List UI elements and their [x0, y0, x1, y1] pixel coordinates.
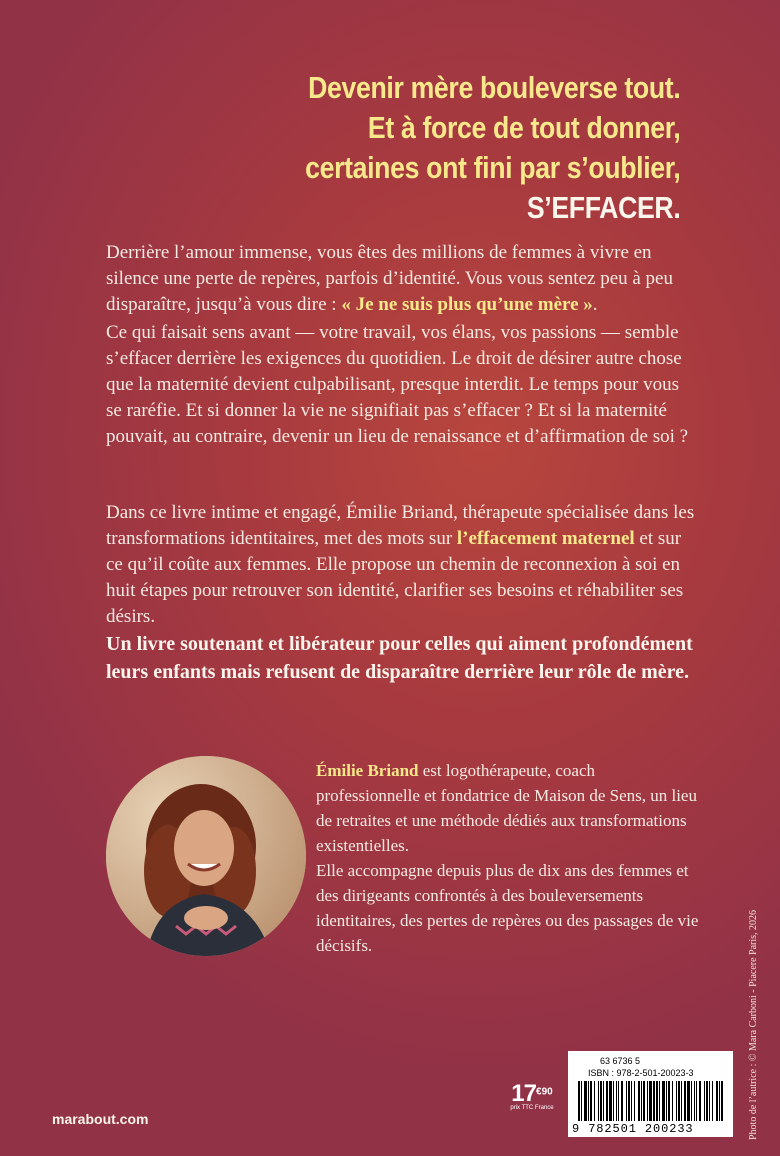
photo-credit: Photo de l’autrice : © Mara Carboni - Piacere Paris, 2026: [748, 909, 759, 1140]
barcode-internal-code: 63 6736 5: [600, 1056, 641, 1066]
headline-line-3: certaines ont fini par s’oublier,: [304, 150, 680, 185]
author-photo-illustration: [106, 756, 306, 956]
publisher-logo: marabout.com: [52, 1111, 149, 1127]
price-tag: [510, 1080, 554, 1111]
author-experience: Elle accompagne depuis plus de dix ans des femmes et des dirigeants confrontés à des bouleversements identitaires, des pertes de repères ou des passages de vie décisifs.: [316, 861, 699, 955]
intro-text: Derrière l’amour immense, vous êtes des millions de femmes à vivre en silence une perte de repères, parfois d’identité. Vous vous sentez peu à peu disparaître, jusqu’à vous dire :: [106, 242, 673, 315]
barcode-bars: [576, 1081, 726, 1123]
author-bio-text: est logothérapeute, coach professionnelle et fondatrice de Maison de Sens, un lieu de retraites et une méthode dédiés aux transformations existentielles.: [316, 761, 697, 855]
barcode-isbn: ISBN : 978-2-501-20023-3: [588, 1068, 694, 1078]
headline-line-1: Devenir mère bouleverse tout.: [307, 70, 680, 105]
intro-end: .: [592, 294, 598, 315]
price-cents: 90: [541, 1086, 553, 1098]
description-after: et sur ce qu’il coûte aux femmes. Elle propose un chemin de reconnexion à soi en huit étapes pour retrouver son identité, clarifier ses besoins et réhabiliter ses désirs.: [106, 528, 684, 627]
price-note: prix TTC France: [510, 1105, 554, 1111]
tagline-paragraph: Un livre soutenant et libérateur pour celles qui aiment profondément leurs enfants mais refusent de disparaître derrière leur rôle de mère.: [106, 633, 693, 683]
intro-quote: « Je ne suis plus qu’une mère »: [341, 294, 593, 315]
price-whole: 17: [511, 1080, 536, 1107]
barcode-digits: 9 782501 200233: [572, 1122, 694, 1136]
barcode-panel: [568, 1051, 733, 1137]
author-name: Émilie Briand: [316, 761, 419, 780]
back-cover-headline: [305, 68, 680, 228]
headline-line-4: S’EFFACER.: [526, 190, 680, 225]
price-currency: €: [536, 1086, 542, 1098]
intro-paragraph: [106, 240, 696, 318]
description-before: Dans ce livre intime et engagé, Émilie Briand, thérapeute spécialisée dans les transformations identitaires, met des mots sur: [106, 502, 695, 549]
author-bio: [316, 758, 701, 858]
questions-paragraph: Ce qui faisait sens avant — votre travail, vos élans, vos passions — semble s’effacer derrière les exigences du quotidien. Le droit de désirer autre chose que la maternité devient culpabilisant, presque interdit. Le temps pour vous se raréfie. Et si donner la vie ne signifiait pas s’effacer ? Et si la maternité pouvait, au contraire, devenir un lieu de renaissance et d’affirmation de soi ?: [106, 322, 689, 447]
price-currency-cents: [536, 1087, 553, 1098]
description-highlight: l’effacement maternel: [456, 528, 635, 549]
author-portrait: [106, 756, 306, 956]
book-description-paragraph: [106, 500, 696, 630]
headline-line-2: Et à force de tout donner,: [367, 110, 680, 145]
